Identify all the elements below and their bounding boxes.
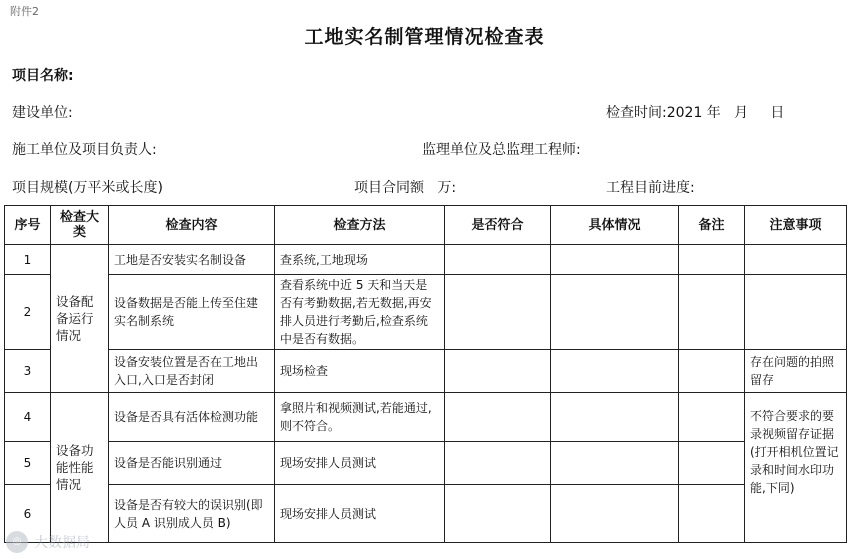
table-row (5, 350, 847, 393)
header-category: 检查大类 (51, 206, 109, 245)
check-method: 现场安排人员测试 (275, 485, 445, 543)
remark-cell[interactable] (679, 393, 745, 442)
header-method: 检查方法 (275, 206, 445, 245)
check-time-field: 检查时间:2021 年 月 日 (606, 105, 785, 121)
details-cell[interactable] (551, 275, 679, 350)
header-compliant: 是否符合 (445, 206, 551, 245)
table-row (5, 393, 847, 442)
table-row (5, 442, 847, 485)
notes-cell (745, 245, 847, 275)
attachment-label: 附件2 (10, 5, 39, 18)
compliant-cell[interactable] (445, 442, 551, 485)
watermark-logo-icon: ◎ (6, 531, 28, 553)
check-content: 工地是否安装实名制设备 (109, 245, 275, 275)
details-cell[interactable] (551, 245, 679, 275)
watermark (6, 531, 90, 553)
construction-unit-field: 建设单位: (12, 105, 73, 121)
remark-cell[interactable] (679, 350, 745, 393)
compliant-cell[interactable] (445, 350, 551, 393)
supervisor-field: 监理单位及总监理工程师: (422, 142, 581, 158)
table-row (5, 275, 847, 350)
details-cell[interactable] (551, 485, 679, 543)
remark-cell[interactable] (679, 245, 745, 275)
table-header-row (5, 206, 847, 245)
header-remark: 备注 (679, 206, 745, 245)
check-method: 拿照片和视频测试,若能通过,则不符合。 (275, 393, 445, 442)
category-equipment-function: 设备功能性能情况 (51, 393, 109, 543)
remark-cell[interactable] (679, 442, 745, 485)
notes-cell: 不符合要求的要录视频留存证据(打开相机位置记录和时间水印功能,下同) (745, 393, 847, 543)
header-details: 具体情况 (551, 206, 679, 245)
check-content: 设备安装位置是否在工地出入口,入口是否封闭 (109, 350, 275, 393)
compliant-cell[interactable] (445, 485, 551, 543)
remark-cell[interactable] (679, 485, 745, 543)
row-number: 1 (5, 245, 51, 275)
document-title: 工地实名制管理情况检查表 (304, 26, 545, 48)
notes-cell: 存在问题的拍照留存 (745, 350, 847, 393)
row-number: 2 (5, 275, 51, 350)
progress-field: 工程目前进度: (606, 180, 695, 196)
remark-cell[interactable] (679, 275, 745, 350)
details-cell[interactable] (551, 442, 679, 485)
inspection-table (4, 205, 847, 543)
row-number: 6 (5, 485, 51, 543)
compliant-cell[interactable] (445, 275, 551, 350)
check-content: 设备数据是否能上传至住建实名制系统 (109, 275, 275, 350)
details-cell[interactable] (551, 393, 679, 442)
table-row (5, 245, 847, 275)
compliant-cell[interactable] (445, 245, 551, 275)
check-method: 查看系统中近 5 天和当天是否有考勤数据,若无数据,再安排人员进行考勤后,检查系统中是否有数据。 (275, 275, 445, 350)
project-name-field: 项目名称: (12, 68, 74, 84)
check-content: 设备是否具有活体检测功能 (109, 393, 275, 442)
check-content: 设备是否能识别通过 (109, 442, 275, 485)
watermark-text: 大数据局 (34, 535, 90, 551)
check-method: 现场检查 (275, 350, 445, 393)
row-number: 4 (5, 393, 51, 442)
compliant-cell[interactable] (445, 393, 551, 442)
row-number: 5 (5, 442, 51, 485)
details-cell[interactable] (551, 350, 679, 393)
check-method: 现场安排人员测试 (275, 442, 445, 485)
row-number: 3 (5, 350, 51, 393)
check-method: 查系统,工地现场 (275, 245, 445, 275)
contractor-field: 施工单位及项目负责人: (12, 142, 157, 158)
header-notes: 注意事项 (745, 206, 847, 245)
contract-amount-field: 项目合同额 万: (354, 180, 457, 196)
table-row (5, 485, 847, 543)
category-equipment-operation: 设备配备运行情况 (51, 245, 109, 393)
header-no: 序号 (5, 206, 51, 245)
notes-cell (745, 275, 847, 350)
header-content: 检查内容 (109, 206, 275, 245)
project-scale-field: 项目规模(万平米或长度) (12, 180, 163, 196)
check-content: 设备是否有较大的误识别(即人员 A 识别成人员 B) (109, 485, 275, 543)
